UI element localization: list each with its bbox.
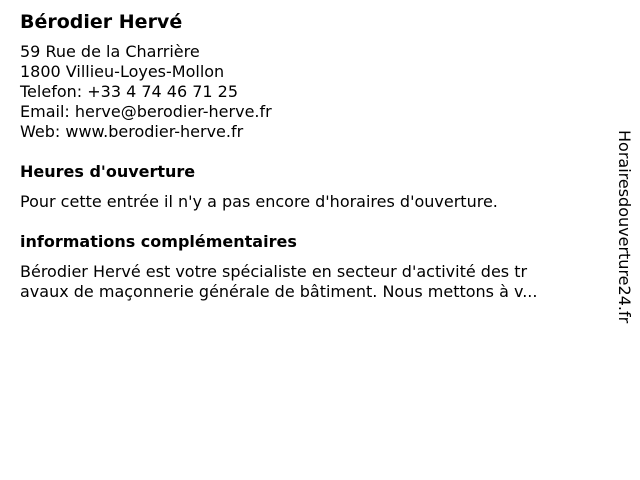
phone-line: Telefon: +33 4 74 46 71 25 <box>20 82 239 101</box>
site-watermark <box>612 130 636 370</box>
watermark-text: Horairesdouverture24.fr <box>615 130 634 324</box>
address-street: 59 Rue de la Charrière <box>20 42 200 61</box>
email-line: Email: herve@berodier-herve.fr <box>20 102 272 121</box>
opening-hours-heading: Heures d'ouverture <box>20 162 196 181</box>
additional-info-line-1: Bérodier Hervé est votre spécialiste en secteur d'activité des tr <box>20 262 528 281</box>
business-name: Bérodier Hervé <box>20 11 183 33</box>
additional-info-line-2: avaux de maçonnerie générale de bâtiment. Nous mettons à v... <box>20 282 538 301</box>
website-line: Web: www.berodier-herve.fr <box>20 122 244 141</box>
business-details <box>20 10 600 302</box>
opening-hours-text: Pour cette entrée il n'y a pas encore d'horaires d'ouverture. <box>20 192 498 211</box>
address-city: 1800 Villieu-Loyes-Mollon <box>20 62 225 81</box>
additional-info-heading: informations complémentaires <box>20 232 297 251</box>
